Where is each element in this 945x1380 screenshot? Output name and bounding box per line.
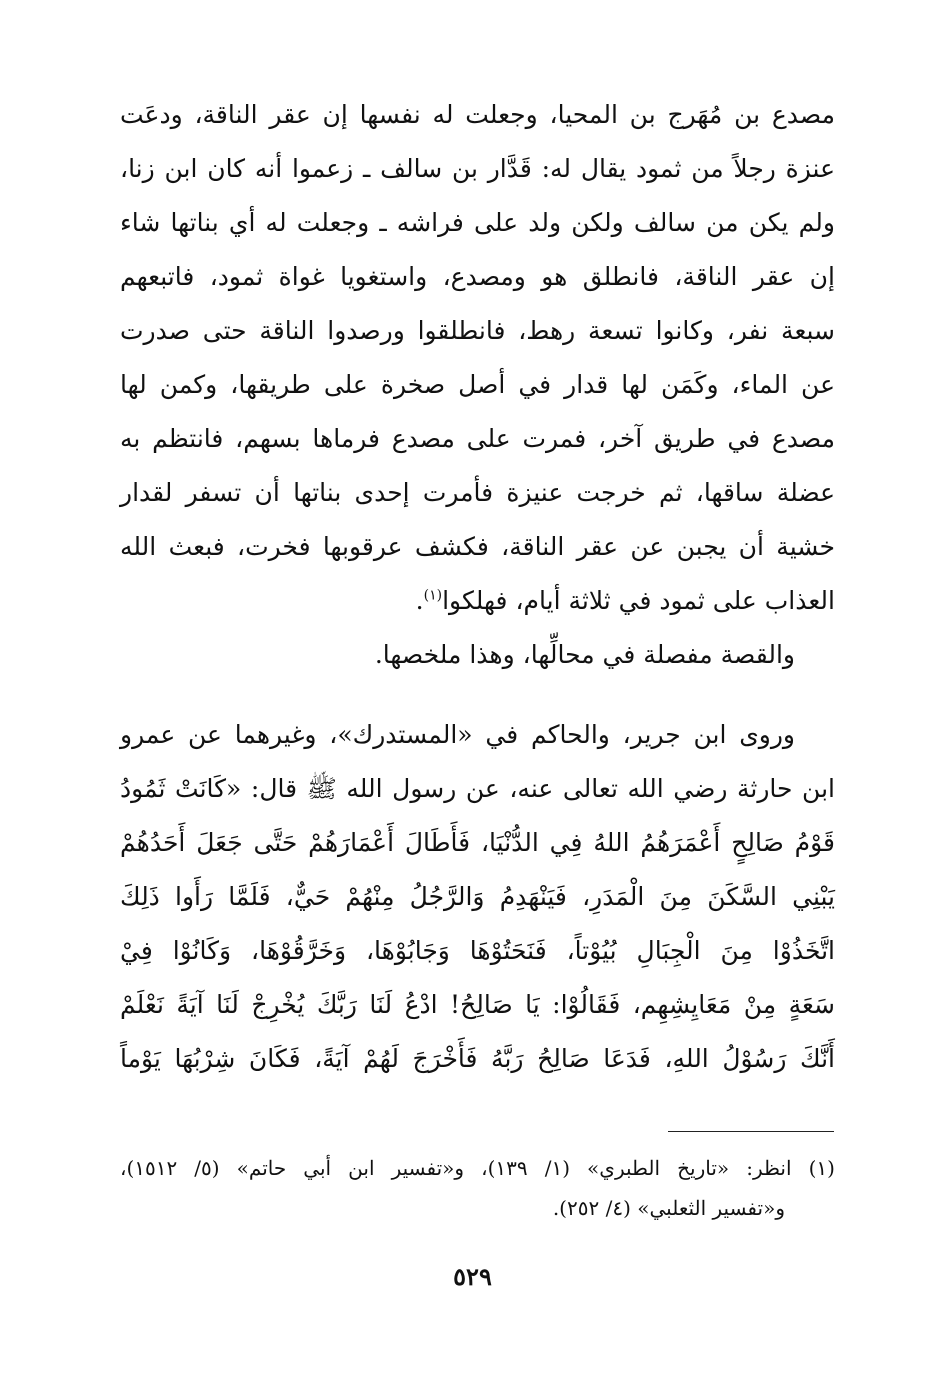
text-line: مصدع في طريق آخر، فمرت على مصدع فرماها بسهم، فانتظم به [120,424,835,453]
footnote-separator [668,1131,834,1132]
paragraph-gap [120,682,835,708]
sentence-end: . [415,586,424,615]
text-line: قَوْمُ صَالِحٍ أَعْمَرَهُمُ اللهُ فِي الدُّنْيَا، فَأَطَالَ أَعْمَارَهُمْ حَتَّى جَعَلَ أَحَدُهُمْ [120,828,835,857]
text-line-content: العذاب على ثمود في ثلاثة أيام، فهلكوا [442,586,835,615]
text-line [120,574,835,628]
text-line: عنزة رجلاً من ثمود يقال له: قَدَّار بن سالف ـ زعموا أنه كان ابن زنا، [120,154,835,183]
footnotes [120,1148,835,1228]
page-number: ٥٢٩ [453,1262,492,1291]
text-line: خشية أن يجبن عن عقر الناقة، فكشف عرقوبها فخرت، فبعث الله [120,532,835,561]
text-line: وروى ابن جرير، والحاكم في «المستدرك»، وغيرهما عن عمرو [120,720,795,749]
footnote-marker: (١) [423,587,443,604]
text-line: إن عقر الناقة، فانطلق هو ومصدع، واستغويا غواة ثمود، فاتبعهم [120,262,835,291]
footnote-line: و«تفسير الثعلبي» (٤/ ٢٥٢). [552,1196,785,1220]
text-line: يَبْنِي السَّكَنَ مِنَ الْمَدَرِ، فَيَنْهَدِمُ وَالرَّجُلُ مِنْهُمْ حَيٌّ، فَلَمَّا رَأَوا ذَلِكَ [120,882,835,911]
footnote-line: (١) انظر: «تاريخ الطبري» (١/ ١٣٩)، و«تفسير ابن أبي حاتم» (٥/ ١٥١٢)، [120,1156,835,1180]
text-line: عن الماء، وكَمَن لها قدار في أصل صخرة على طريقها، وكمن لها [120,370,835,399]
text-line: ولم يكن من سالف ولكن ولد على فراشه ـ وجعلت له أي بناتها شاء [120,208,835,237]
text-line: عضلة ساقها، ثم خرجت عنيزة فأمرت إحدى بناتها أن تسفر لقدار [120,478,835,507]
text-line: اتَّخَذُوْا مِنَ الْجِبَالِ بُيُوْتاً، فَنَحَتُوْهَا وَجَابُوْهَا، وَخَرَّقُوْهَا، وَكَانُوْا فِيْ [120,936,835,965]
text-line: ابن حارثة رضي الله تعالى عنه، عن رسول الله ﷺ قال: «كَانَتْ ثَمُودُ [120,774,835,803]
text-line: سبعة نفر، وكانوا تسعة رهط، فانطلقوا ورصدوا الناقة حتى صدرت [120,316,835,345]
text-line: سَعَةٍ مِنْ مَعَايِشِهِم، فَقَالُوْا: يَا صَالِحُ! ادْعُ لَنَا رَبَّكَ يُخْرِجْ لَنَا آيَةً نَعْلَمْ [120,990,835,1019]
text-line: أَنَّكَ رَسُوْلُ اللهِ، فَدَعَا صَالِحُ رَبَّهُ فَأَخْرَجَ لَهُمْ آيَةً، فَكَانَ شِرْبُهَا يَوْماً [120,1044,835,1073]
main-text [120,88,835,1086]
text-line: والقصة مفصلة في محالِّها، وهذا ملخصها. [374,640,795,669]
text-line: مصدع بن مُهَرج بن المحيا، وجعلت له نفسها إن عقر الناقة، ودعَت [120,100,835,129]
